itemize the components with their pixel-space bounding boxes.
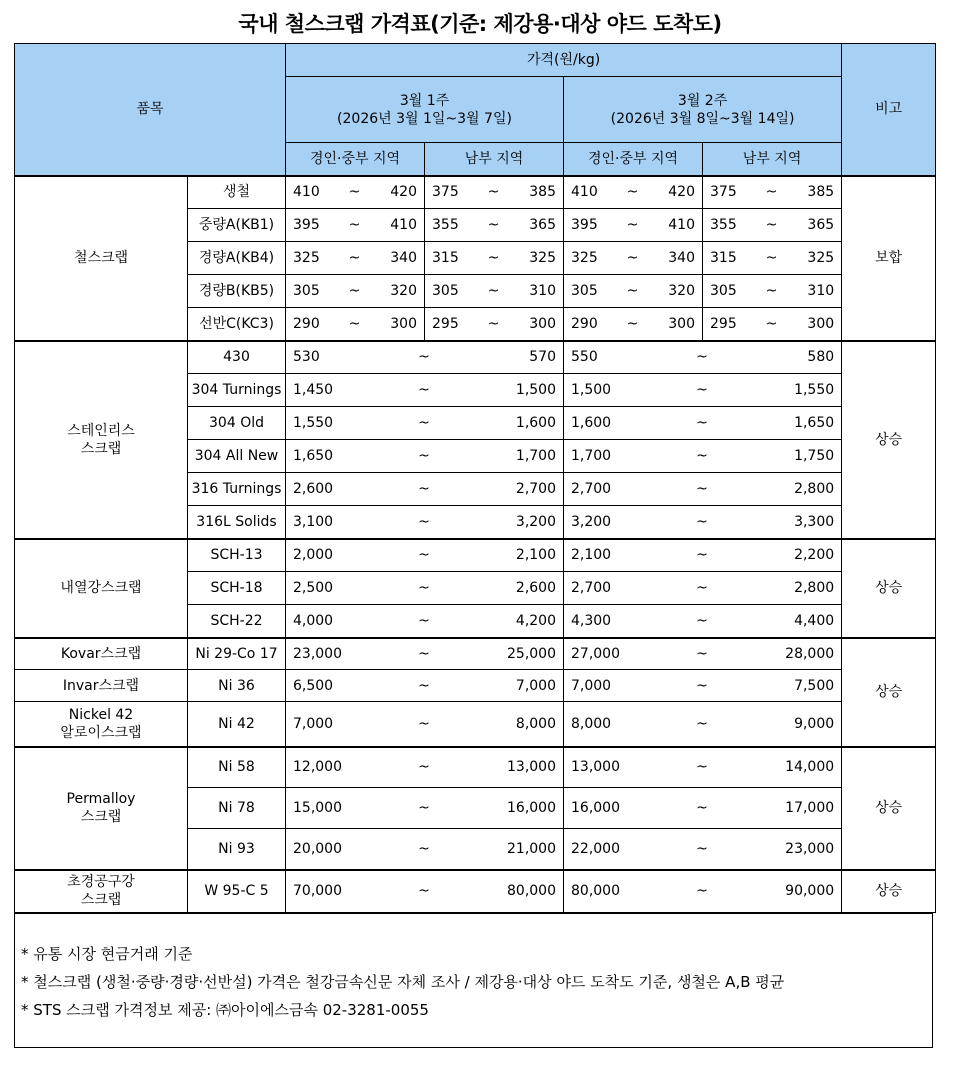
price-high: 4,200	[471, 605, 564, 638]
price-low: 1,500	[564, 374, 656, 407]
tilde: ~	[332, 176, 378, 209]
tilde: ~	[749, 275, 795, 308]
grade-cell: 중량A(KB1)	[188, 209, 286, 242]
price-high: 325	[795, 242, 842, 275]
tilde: ~	[378, 506, 471, 539]
price-low: 4,300	[564, 605, 656, 638]
tilde: ~	[749, 308, 795, 341]
price-high: 7,000	[471, 670, 564, 702]
header-price-unit: 가격(원/kg)	[286, 44, 842, 77]
price-low: 305	[703, 275, 749, 308]
price-table	[14, 43, 936, 913]
superhard-line1: 초경공구강	[67, 874, 135, 891]
table-row	[15, 670, 936, 702]
price-high: 7,500	[749, 670, 842, 702]
price-high: 3,300	[749, 506, 842, 539]
grade-cell: Ni 36	[188, 670, 286, 702]
price-high: 16,000	[471, 788, 564, 829]
tilde: ~	[471, 308, 517, 341]
tilde: ~	[378, 440, 471, 473]
price-high: 13,000	[471, 747, 564, 788]
grade-cell: SCH-18	[188, 572, 286, 605]
tilde: ~	[610, 176, 656, 209]
price-low: 15,000	[286, 788, 378, 829]
price-low: 4,000	[286, 605, 378, 638]
price-high: 2,200	[749, 539, 842, 572]
stainless-line2: 스크랩	[80, 440, 122, 457]
price-low: 7,000	[286, 702, 378, 747]
grade-cell: SCH-13	[188, 539, 286, 572]
tilde: ~	[471, 176, 517, 209]
price-high: 310	[795, 275, 842, 308]
grade-cell: 선반C(KC3)	[188, 308, 286, 341]
grade-cell: 경량A(KB4)	[188, 242, 286, 275]
tilde: ~	[656, 829, 749, 870]
price-high: 1,550	[749, 374, 842, 407]
tilde: ~	[378, 539, 471, 572]
price-low: 2,700	[564, 473, 656, 506]
week1-line1: 3월 1주	[399, 92, 450, 109]
price-low: 16,000	[564, 788, 656, 829]
price-low: 315	[425, 242, 471, 275]
price-high: 9,000	[749, 702, 842, 747]
price-low: 3,200	[564, 506, 656, 539]
price-high: 340	[378, 242, 425, 275]
grade-cell: 304 Turnings	[188, 374, 286, 407]
note-line: * 철스크랩 (생철·중량·경량·선반설) 가격은 철강금속신문 자체 조사 / 제강용·대상 야드 도착도 기준, 생철은 A,B 평균	[21, 973, 785, 991]
remark-iron: 보합	[842, 176, 936, 341]
price-high: 1,500	[471, 374, 564, 407]
tilde: ~	[471, 242, 517, 275]
price-low: 410	[286, 176, 332, 209]
header-region: 경인·중부 지역	[286, 143, 425, 176]
price-high: 340	[656, 242, 703, 275]
tilde: ~	[656, 670, 749, 702]
price-low: 12,000	[286, 747, 378, 788]
grade-cell: 316L Solids	[188, 506, 286, 539]
tilde: ~	[378, 829, 471, 870]
week2-line2: (2026년 3월 8일~3월 14일)	[610, 110, 795, 127]
grade-cell: Ni 78	[188, 788, 286, 829]
tilde: ~	[610, 308, 656, 341]
tilde: ~	[610, 275, 656, 308]
table-row	[15, 341, 936, 374]
week2-line1: 3월 2주	[677, 92, 728, 109]
price-high: 420	[378, 176, 425, 209]
price-low: 305	[286, 275, 332, 308]
price-low: 290	[564, 308, 610, 341]
grade-cell: Ni 93	[188, 829, 286, 870]
price-high: 2,800	[749, 473, 842, 506]
tilde: ~	[378, 374, 471, 407]
price-high: 420	[656, 176, 703, 209]
permalloy-line1: Permalloy	[66, 791, 136, 807]
price-low: 2,600	[286, 473, 378, 506]
tilde: ~	[332, 275, 378, 308]
price-high: 385	[795, 176, 842, 209]
price-low: 395	[286, 209, 332, 242]
category-superhard	[15, 870, 188, 913]
price-high: 80,000	[471, 870, 564, 913]
price-high: 325	[517, 242, 564, 275]
tilde: ~	[378, 702, 471, 747]
note-line: * 유통 시장 현금거래 기준	[21, 945, 193, 963]
price-low: 295	[703, 308, 749, 341]
price-low: 375	[703, 176, 749, 209]
price-high: 570	[471, 341, 564, 374]
permalloy-line2: 스크랩	[80, 809, 122, 825]
tilde: ~	[471, 209, 517, 242]
price-low: 550	[564, 341, 656, 374]
tilde: ~	[378, 572, 471, 605]
grade-cell: Ni 29-Co 17	[188, 638, 286, 670]
header-remark: 비고	[842, 44, 936, 176]
grade-cell: 304 All New	[188, 440, 286, 473]
heat-category-label: 내열강스크랩	[60, 580, 142, 596]
tilde: ~	[332, 209, 378, 242]
tilde: ~	[332, 308, 378, 341]
note-line: * STS 스크랩 가격정보 제공: ㈜아이에스금속 02-3281-0055	[21, 1001, 429, 1019]
price-high: 90,000	[749, 870, 842, 913]
tilde: ~	[749, 209, 795, 242]
tilde: ~	[656, 473, 749, 506]
price-low: 20,000	[286, 829, 378, 870]
price-low: 8,000	[564, 702, 656, 747]
header-week1	[286, 77, 564, 143]
price-high: 3,200	[471, 506, 564, 539]
price-low: 290	[286, 308, 332, 341]
tilde: ~	[656, 407, 749, 440]
category-alloy: Invar스크랩	[15, 670, 188, 702]
price-low: 70,000	[286, 870, 378, 913]
tilde: ~	[656, 572, 749, 605]
table-row	[15, 870, 936, 913]
stainless-line1: 스테인리스	[67, 422, 135, 439]
price-low: 395	[564, 209, 610, 242]
price-low: 305	[564, 275, 610, 308]
tilde: ~	[610, 242, 656, 275]
price-high: 410	[656, 209, 703, 242]
tilde: ~	[610, 209, 656, 242]
price-low: 2,500	[286, 572, 378, 605]
price-low: 295	[425, 308, 471, 341]
price-low: 2,100	[564, 539, 656, 572]
notes-box	[14, 912, 933, 1048]
remark-heat: 상승	[842, 539, 936, 638]
superhard-line2: 스크랩	[80, 892, 122, 909]
price-high: 25,000	[471, 638, 564, 670]
table-row	[15, 638, 936, 670]
table-row	[15, 747, 936, 788]
tilde: ~	[332, 242, 378, 275]
price-high: 4,400	[749, 605, 842, 638]
category-iron: 철스크랩	[15, 176, 188, 341]
remark-superhard: 상승	[842, 870, 936, 913]
price-high: 410	[378, 209, 425, 242]
tilde: ~	[656, 702, 749, 747]
price-low: 355	[425, 209, 471, 242]
grade-cell: 경량B(KB5)	[188, 275, 286, 308]
nickel42-line2: 알로이스크랩	[60, 724, 142, 741]
tilde: ~	[656, 870, 749, 913]
price-low: 80,000	[564, 870, 656, 913]
week1-line2: (2026년 3월 1일~3월 7일)	[337, 110, 512, 127]
price-low: 410	[564, 176, 610, 209]
category-alloy	[15, 702, 188, 747]
tilde: ~	[656, 374, 749, 407]
price-high: 1,600	[471, 407, 564, 440]
price-low: 325	[286, 242, 332, 275]
tilde: ~	[378, 407, 471, 440]
price-low: 1,550	[286, 407, 378, 440]
price-high: 2,700	[471, 473, 564, 506]
price-high: 300	[795, 308, 842, 341]
price-high: 300	[378, 308, 425, 341]
price-low: 2,700	[564, 572, 656, 605]
remark-alloy: 상승	[842, 638, 936, 747]
price-low: 1,450	[286, 374, 378, 407]
grade-cell: 생철	[188, 176, 286, 209]
tilde: ~	[656, 341, 749, 374]
grade-cell: Ni 42	[188, 702, 286, 747]
category-permalloy	[15, 747, 188, 870]
price-low: 325	[564, 242, 610, 275]
price-low: 13,000	[564, 747, 656, 788]
price-low: 7,000	[564, 670, 656, 702]
price-high: 17,000	[749, 788, 842, 829]
tilde: ~	[378, 605, 471, 638]
header-item: 품목	[15, 44, 286, 176]
table-row	[15, 176, 936, 209]
nickel42-line1: Nickel 42	[68, 706, 134, 723]
price-low: 6,500	[286, 670, 378, 702]
price-high: 1,700	[471, 440, 564, 473]
table-row	[15, 44, 936, 77]
tilde: ~	[378, 341, 471, 374]
price-high: 300	[656, 308, 703, 341]
price-high: 310	[517, 275, 564, 308]
grade-cell: 304 Old	[188, 407, 286, 440]
price-high: 14,000	[749, 747, 842, 788]
tilde: ~	[656, 638, 749, 670]
grade-cell: W 95-C 5	[188, 870, 286, 913]
tilde: ~	[656, 440, 749, 473]
price-high: 320	[656, 275, 703, 308]
remark-permalloy: 상승	[842, 747, 936, 870]
tilde: ~	[656, 747, 749, 788]
price-low: 27,000	[564, 638, 656, 670]
price-high: 320	[378, 275, 425, 308]
price-high: 2,100	[471, 539, 564, 572]
price-low: 355	[703, 209, 749, 242]
price-low: 23,000	[286, 638, 378, 670]
price-high: 1,650	[749, 407, 842, 440]
tilde: ~	[378, 788, 471, 829]
price-low: 305	[425, 275, 471, 308]
category-heat	[15, 539, 188, 638]
tilde: ~	[378, 638, 471, 670]
price-high: 21,000	[471, 829, 564, 870]
grade-cell: 430	[188, 341, 286, 374]
price-high: 2,800	[749, 572, 842, 605]
grade-cell: SCH-22	[188, 605, 286, 638]
header-region: 남부 지역	[703, 143, 842, 176]
category-alloy: Kovar스크랩	[15, 638, 188, 670]
price-low: 375	[425, 176, 471, 209]
header-region: 경인·중부 지역	[564, 143, 703, 176]
header-week2	[564, 77, 842, 143]
price-high: 300	[517, 308, 564, 341]
tilde: ~	[378, 747, 471, 788]
tilde: ~	[378, 670, 471, 702]
price-low: 22,000	[564, 829, 656, 870]
price-high: 580	[749, 341, 842, 374]
price-low: 315	[703, 242, 749, 275]
price-low: 2,000	[286, 539, 378, 572]
price-high: 1,750	[749, 440, 842, 473]
tilde: ~	[749, 176, 795, 209]
price-high: 365	[517, 209, 564, 242]
price-high: 2,600	[471, 572, 564, 605]
price-high: 8,000	[471, 702, 564, 747]
tilde: ~	[656, 539, 749, 572]
tilde: ~	[749, 242, 795, 275]
price-high: 28,000	[749, 638, 842, 670]
grade-cell: 316 Turnings	[188, 473, 286, 506]
tilde: ~	[656, 506, 749, 539]
table-row	[15, 539, 936, 572]
category-stainless	[15, 341, 188, 539]
grade-cell: Ni 58	[188, 747, 286, 788]
price-high: 23,000	[749, 829, 842, 870]
price-low: 1,700	[564, 440, 656, 473]
tilde: ~	[471, 275, 517, 308]
remark-stainless: 상승	[842, 341, 936, 539]
tilde: ~	[656, 788, 749, 829]
price-high: 365	[795, 209, 842, 242]
tilde: ~	[656, 605, 749, 638]
header-region: 남부 지역	[425, 143, 564, 176]
price-low: 530	[286, 341, 378, 374]
price-high: 385	[517, 176, 564, 209]
tilde: ~	[378, 870, 471, 913]
page-title: 국내 철스크랩 가격표(기준: 제강용·대상 야드 도착도)	[238, 12, 722, 36]
price-low: 1,600	[564, 407, 656, 440]
tilde: ~	[378, 473, 471, 506]
price-low: 3,100	[286, 506, 378, 539]
table-row	[15, 702, 936, 747]
price-low: 1,650	[286, 440, 378, 473]
